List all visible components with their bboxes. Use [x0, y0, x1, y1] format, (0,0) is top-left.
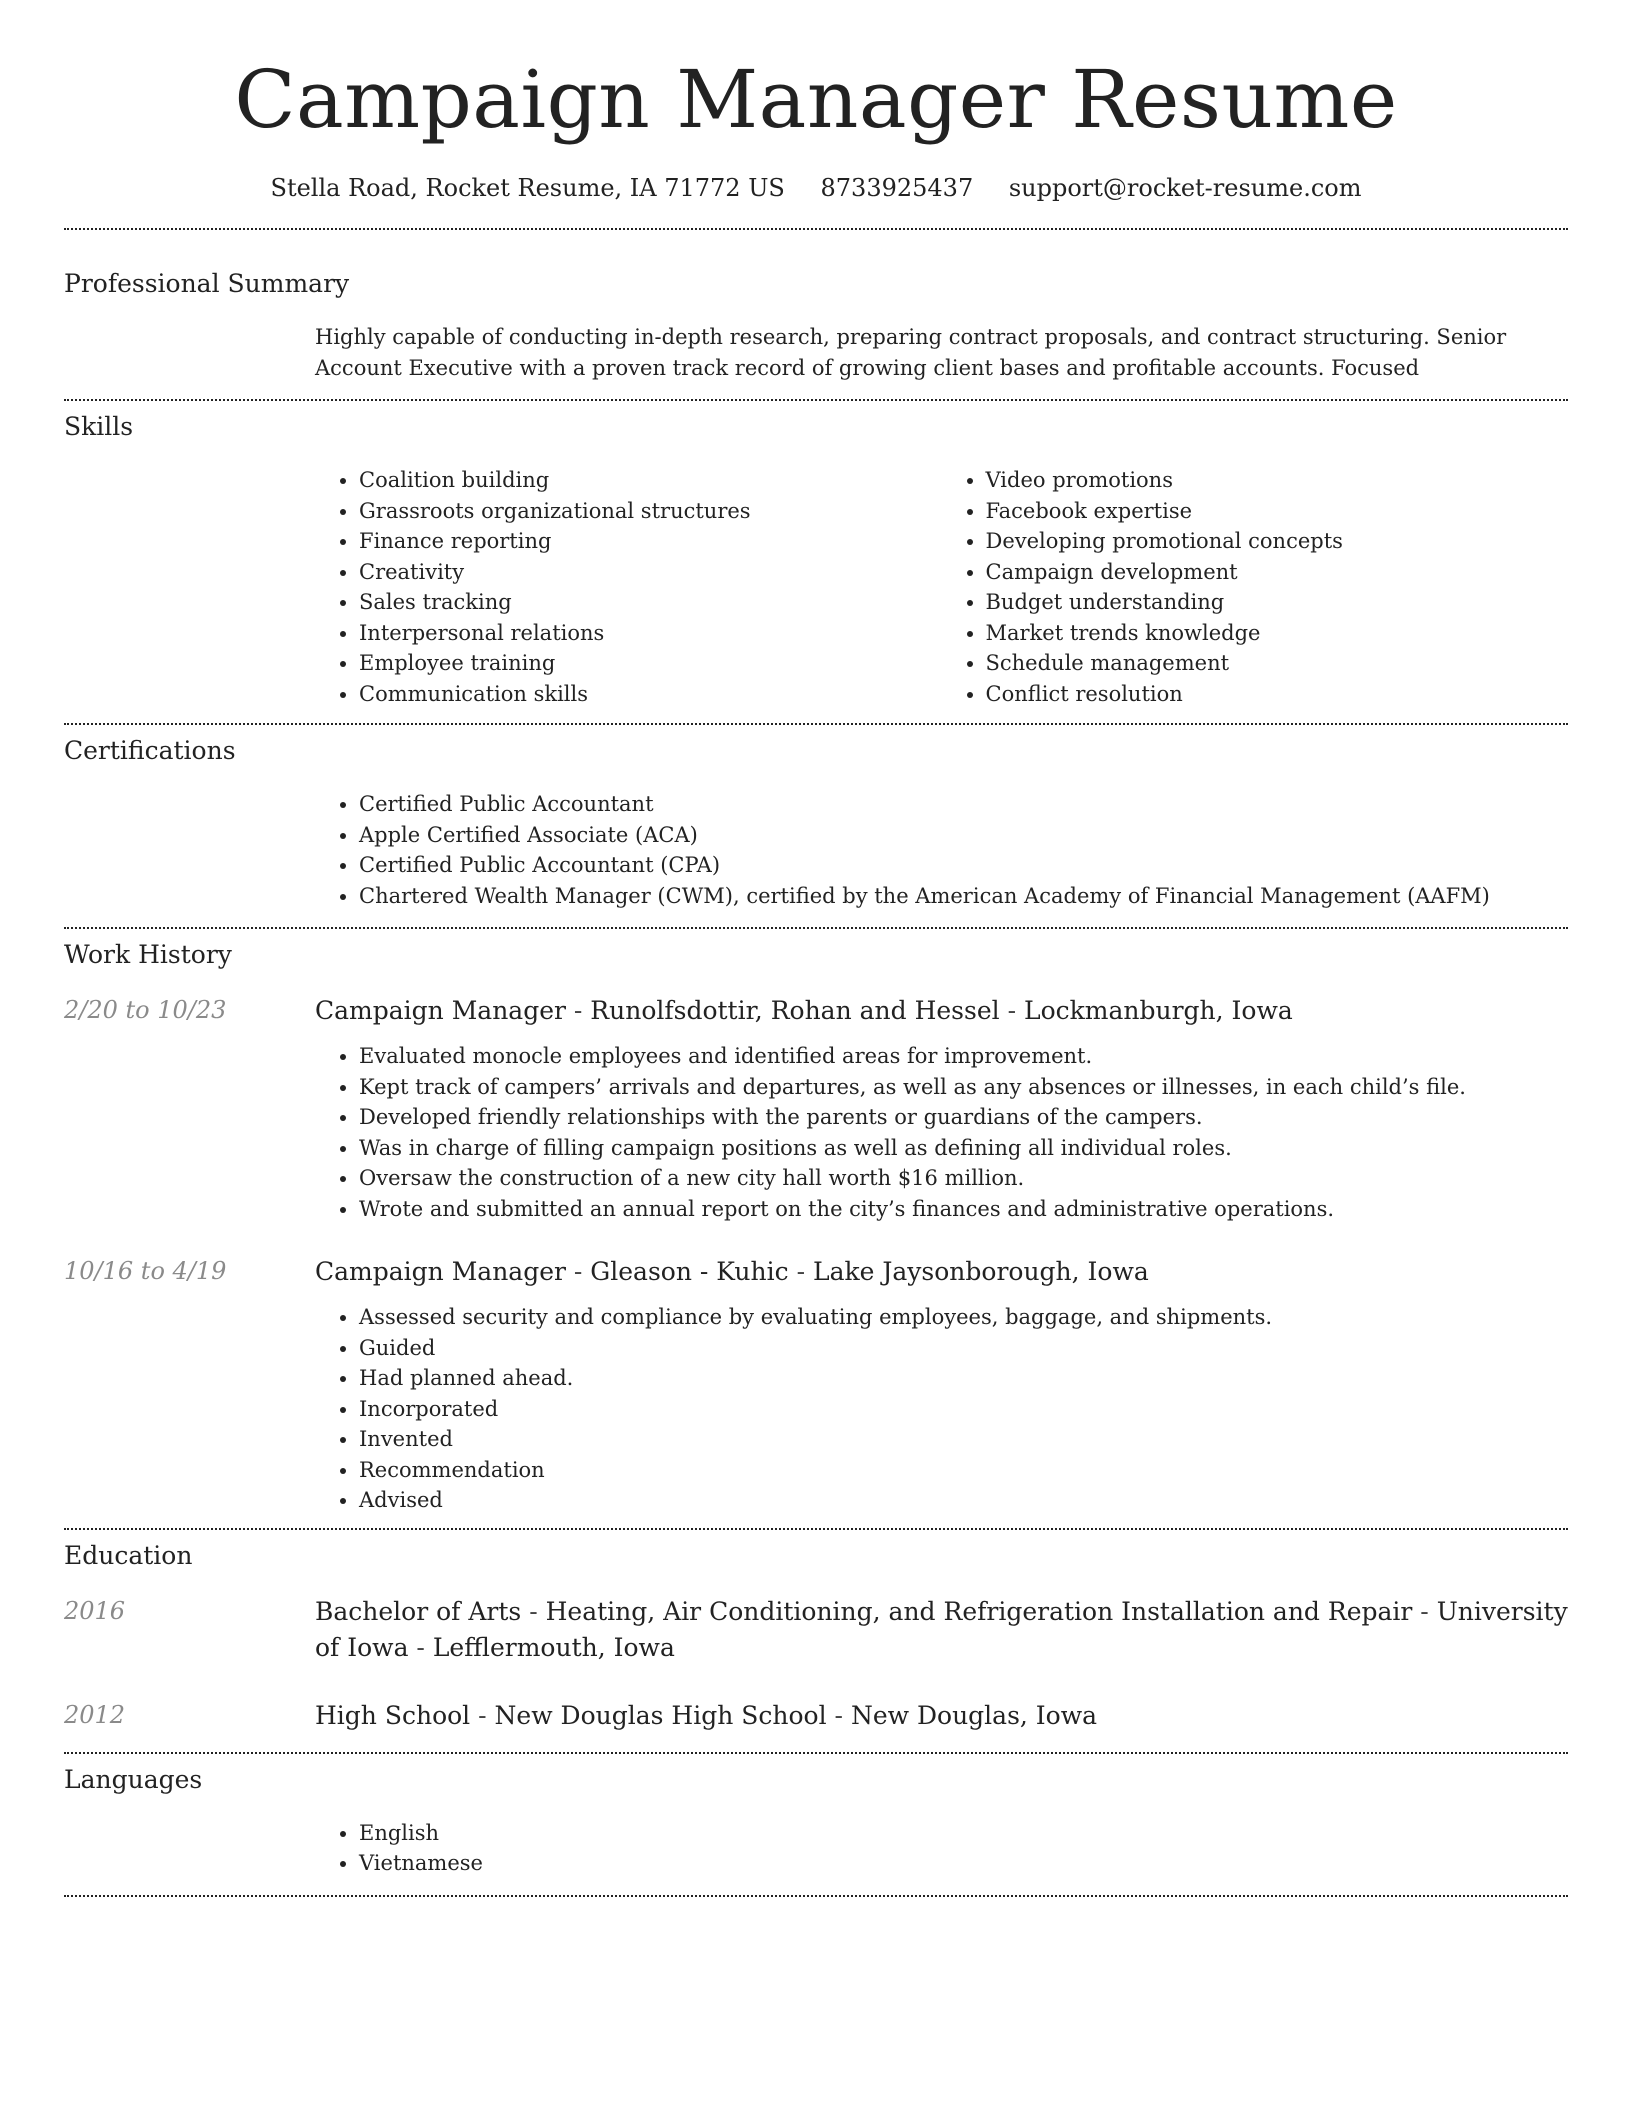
- skill-item: • Facebook expertise: [986, 496, 1569, 527]
- language-item: • English: [359, 1818, 1568, 1849]
- skill-item: • Conflict resolution: [986, 679, 1569, 710]
- job-bullets: [315, 1041, 1568, 1224]
- job-entry: [64, 993, 1568, 1224]
- job-dates: 2/20 to 10/23: [64, 996, 227, 1024]
- skill-item: • Creativity: [359, 557, 942, 588]
- section-title-education: Education: [64, 1540, 193, 1570]
- job-bullet: • Oversaw the construction of a new city hall worth $16 million.: [359, 1163, 1568, 1194]
- job-bullet: • Incorporated: [359, 1394, 1568, 1425]
- languages-list: [315, 1818, 1568, 1879]
- education-title: Bachelor of Arts - Heating, Air Conditioning, and Refrigeration Installation and Repair - University of Iowa - Lefflermouth, Iowa: [315, 1596, 1568, 1662]
- section-title-work-history: Work History: [64, 940, 232, 969]
- skill-item: • Video promotions: [986, 465, 1569, 496]
- job-bullet: • Invented: [359, 1424, 1568, 1455]
- work-history-section: [64, 929, 1568, 1516]
- summary-section: [64, 230, 1568, 383]
- skill-item: • Interpersonal relations: [359, 618, 942, 649]
- certification-item: • Certified Public Accountant (CPA): [359, 850, 1568, 881]
- job-bullet: • Assessed security and compliance by evaluating employees, baggage, and shipments.: [359, 1302, 1568, 1333]
- certifications-section: [64, 725, 1568, 911]
- education-entry: [64, 1594, 1568, 1666]
- certifications-list: [315, 789, 1568, 911]
- languages-section: [64, 1754, 1568, 1879]
- job-title: Campaign Manager - Runolfsdottir, Rohan and Hessel - Lockmanburgh, Iowa: [315, 996, 1293, 1025]
- resume-header: [64, 52, 1568, 204]
- certification-item: • Chartered Wealth Manager (CWM), certified by the American Academy of Financial Management (AAFM): [359, 881, 1568, 912]
- skill-item: • Communication skills: [359, 679, 942, 710]
- section-title-skills: Skills: [64, 412, 134, 441]
- skills-list-left: [315, 465, 942, 709]
- section-title-certifications: Certifications: [64, 736, 236, 765]
- skill-item: • Budget understanding: [986, 587, 1569, 618]
- job-bullet: • Guided: [359, 1333, 1568, 1364]
- skill-item: • Employee training: [359, 648, 942, 679]
- education-degree: Bachelor of Arts: [315, 1596, 522, 1626]
- contact-address: Stella Road, Rocket Resume, IA 71772 US: [270, 174, 785, 202]
- summary-text: Highly capable of conducting in-depth research, preparing contract proposals, and contract structuring. Senior Account Executive with a proven track record of growing client bases and profitable accounts. Focused: [315, 325, 1507, 380]
- job-bullet: • Evaluated monocle employees and identified areas for improvement.: [359, 1041, 1568, 1072]
- skill-item: • Schedule management: [986, 648, 1569, 679]
- job-company: Gleason - Kuhic: [590, 1257, 789, 1286]
- skill-item: • Coalition building: [359, 465, 942, 496]
- job-bullet: • Was in charge of filling campaign positions as well as defining all individual roles.: [359, 1133, 1568, 1164]
- divider: [64, 1895, 1568, 1897]
- job-role: Campaign Manager: [315, 1257, 566, 1286]
- skill-item: • Finance reporting: [359, 526, 942, 557]
- education-section: [64, 1530, 1568, 1734]
- skill-item: • Sales tracking: [359, 587, 942, 618]
- job-location: Lake Jaysonborough, Iowa: [812, 1257, 1149, 1286]
- resume-title: Campaign Manager Resume: [234, 53, 1398, 146]
- job-bullets: [315, 1302, 1568, 1516]
- contact-line: [64, 172, 1568, 204]
- education-title: High School - New Douglas High School - New Douglas, Iowa: [315, 1700, 1098, 1730]
- education-degree: High School: [315, 1700, 471, 1730]
- certification-item: • Apple Certified Associate (ACA): [359, 820, 1568, 851]
- section-title-languages: Languages: [64, 1764, 203, 1794]
- job-bullet: • Advised: [359, 1485, 1568, 1516]
- skill-item: • Developing promotional concepts: [986, 526, 1569, 557]
- job-location: Lockmanburgh, Iowa: [1023, 996, 1293, 1025]
- job-bullet: • Wrote and submitted an annual report on the city’s finances and administrative operations.: [359, 1194, 1568, 1225]
- contact-email[interactable]: support@rocket-resume.com: [1008, 174, 1362, 202]
- language-item: • Vietnamese: [359, 1848, 1568, 1879]
- skill-item: • Grassroots organizational structures: [359, 496, 942, 527]
- job-dates: 10/16 to 4/19: [64, 1257, 227, 1285]
- skills-list-right: [942, 465, 1569, 709]
- job-company: Runolfsdottir, Rohan and Hessel: [590, 996, 1000, 1025]
- job-bullet: • Recommendation: [359, 1455, 1568, 1486]
- certification-item: • Certified Public Accountant: [359, 789, 1568, 820]
- skills-section: [64, 401, 1568, 709]
- education-entry: [64, 1698, 1568, 1734]
- education-year: 2012: [64, 1700, 126, 1729]
- education-school: New Douglas High School: [494, 1700, 827, 1730]
- education-year: 2016: [64, 1596, 126, 1625]
- education-school: University of Iowa: [315, 1596, 1568, 1662]
- job-entry: [64, 1254, 1568, 1516]
- job-bullet: • Developed friendly relationships with the parents or guardians of the campers.: [359, 1102, 1568, 1133]
- contact-phone: 8733925437: [820, 174, 974, 202]
- education-location: New Douglas, Iowa: [850, 1700, 1098, 1730]
- job-bullet: • Had planned ahead.: [359, 1363, 1568, 1394]
- education-location: Lefflermouth, Iowa: [432, 1632, 675, 1662]
- job-bullet: • Kept track of campers’ arrivals and departures, as well as any absences or illnesses, in each child’s file.: [359, 1072, 1568, 1103]
- education-field: Heating, Air Conditioning, and Refrigeration Installation and Repair: [545, 1596, 1413, 1626]
- section-title-summary: Professional Summary: [64, 269, 350, 298]
- job-role: Campaign Manager: [315, 996, 566, 1025]
- job-title: Campaign Manager - Gleason - Kuhic - Lake Jaysonborough, Iowa: [315, 1257, 1149, 1286]
- skill-item: • Market trends knowledge: [986, 618, 1569, 649]
- skill-item: • Campaign development: [986, 557, 1569, 588]
